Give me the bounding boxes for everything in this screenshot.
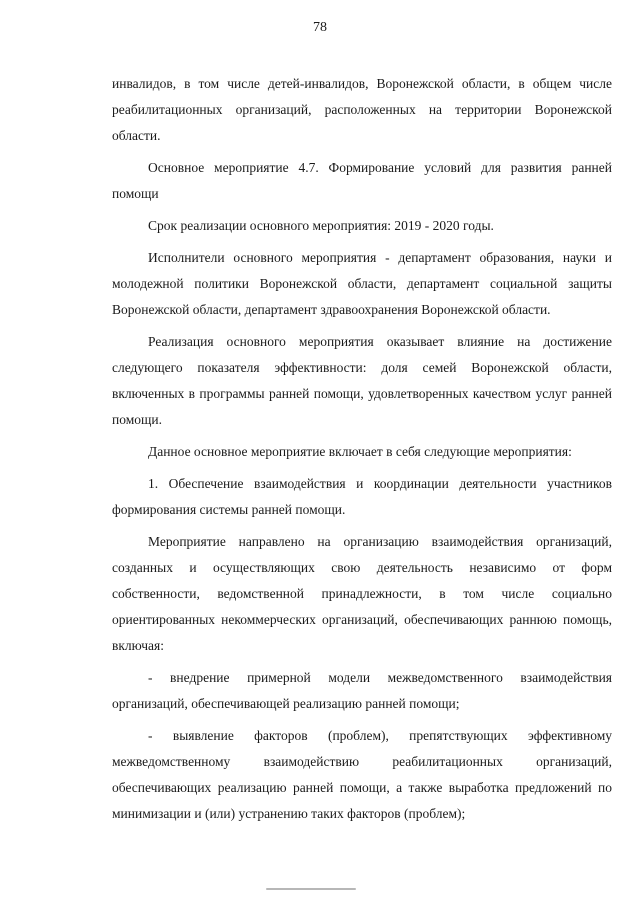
page-number: 78 — [313, 20, 327, 35]
document-body — [112, 71, 612, 833]
paragraph-4: Исполнители основного мероприятия - департамент образования, науки и молодежной политики Воронежской области, департамент социальной защиты Воронежской области, департамент здравоохранения Воронежской области. — [112, 250, 612, 317]
paragraph-2: Основное мероприятие 4.7. Формирование условий для развития ранней помощи — [112, 160, 612, 201]
paragraph-7: 1. Обеспечение взаимодействия и координации деятельности участников формирования системы ранней помощи. — [112, 476, 612, 517]
scan-edge-mark — [266, 888, 356, 890]
paragraph-5: Реализация основного мероприятия оказывает влияние на достижение следующего показателя эффективности: доля семей Воронежской области, включенных в программы ранней помощи, удовлетворенных качеством услуг ранней помощи. — [112, 334, 612, 427]
paragraph-10: - выявление факторов (проблем), препятствующих эффективному межведомственному взаимодействию реабилитационных организаций, обеспечивающих реализацию ранней помощи, а также выработка предложений по минимизации и (или) устранению таких факторов (проблем); — [112, 728, 612, 821]
paragraph-8: Мероприятие направлено на организацию взаимодействия организаций, созданных и осуществляющих свою деятельность независимо от форм собственности, ведомственной принадлежности, в том числе социально ориентированных некоммерческих организаций, обеспечивающих раннюю помощь, включая: — [112, 534, 612, 653]
paragraph-9: - внедрение примерной модели межведомственного взаимодействия организаций, обеспечивающей реализацию ранней помощи; — [112, 670, 612, 711]
paragraph-1: инвалидов, в том числе детей-инвалидов, Воронежской области, в общем числе реабилитационных организаций, расположенных на территории Воронежской области. — [112, 76, 612, 143]
paragraph-6: Данное основное мероприятие включает в себя следующие мероприятия: — [148, 444, 572, 459]
paragraph-3: Срок реализации основного мероприятия: 2019 - 2020 годы. — [148, 218, 494, 233]
